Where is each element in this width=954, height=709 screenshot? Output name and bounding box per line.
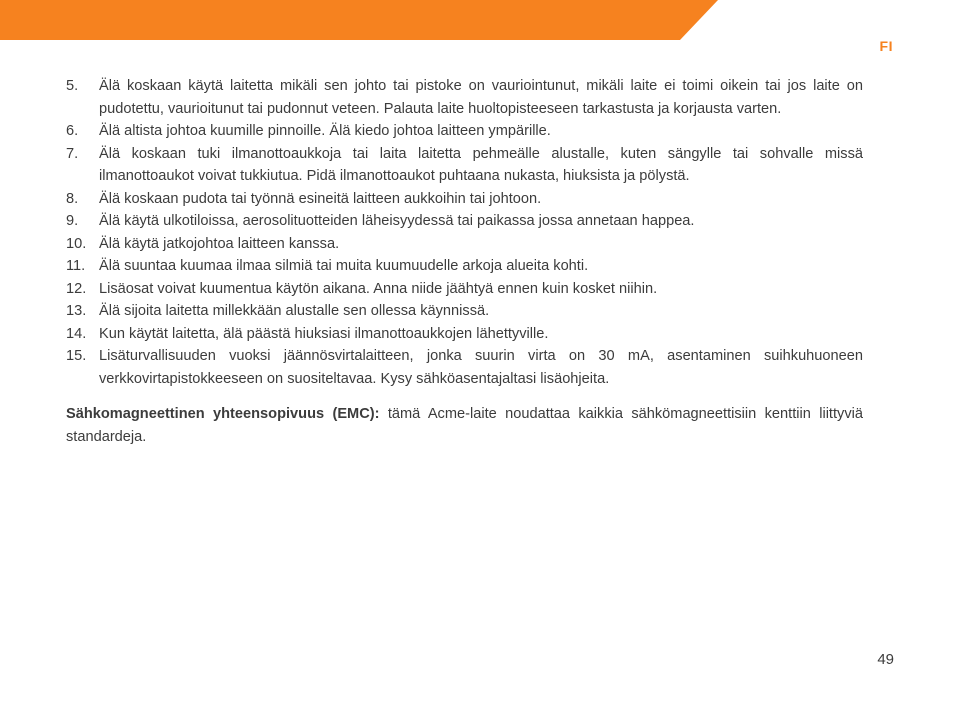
list-item-number: 11. [66, 258, 86, 274]
orange-header-shape [0, 0, 718, 40]
list-item [66, 188, 863, 211]
list-item-text: Lisäosat voivat kuumentua käytön aikana. Anna niide jäähtyä ennen kuin kosket niihin. [99, 280, 658, 297]
list-item-number: 15. [66, 348, 87, 364]
list-item-text: Älä sijoita laitetta millekkään alustalle sen ollessa käynnissä. [99, 303, 490, 319]
safety-rules-list [66, 75, 863, 390]
list-item-text: Älä käytä jatkojohtoa laitteen kanssa. [99, 235, 340, 252]
list-item-number: 8. [66, 190, 79, 207]
emc-paragraph [66, 403, 863, 448]
list-item-number: 14. [66, 325, 87, 342]
list-item [66, 120, 863, 143]
list-item-number: 12. [66, 280, 87, 297]
emc-text: tämä Acme-laite noudattaa kaikkia sähkömagneettisiin kenttiin liittyviä standardeja. [66, 406, 863, 445]
list-item-text: Lisäturvallisuuden vuoksi jäännösvirtalaitteen, jonka suurin virta on 30 mA, asentaminen suihkuhuoneen verkkovirtapistokkeeseen on suositeltavaa. Kysy sähköasentajaltasi lisäohjeita. [99, 348, 863, 387]
language-code: FI [879, 38, 893, 54]
list-item-text: Älä suuntaa kuumaa ilmaa silmiä tai muita kuumuudelle arkoja alueita kohti. [99, 258, 589, 274]
list-item [66, 300, 863, 323]
list-item-number: 13. [66, 303, 87, 319]
list-item [66, 210, 863, 233]
list-item-text: Älä koskaan tuki ilmanottoaukkoja tai laita laitetta pehmeälle alustalle, kuten sängylle tai sohvalle missä ilmanottoaukot voivat tukkiutua. Pidä ilmanottoaukot puhtaana nukasta, hiuksista ja pölystä. [99, 145, 863, 184]
list-item-text: Älä koskaan käytä laitetta mikäli sen johto tai pistoke on vauriointunut, mikäli laite ei toimi oikein tai jos laite on pudotettu, vaurioitunut tai pudonnut veteen. Palauta laite huoltopisteeseen tarkastusta ja korjausta varten. [99, 78, 863, 117]
list-item-text: Kun käytät laitetta, älä päästä hiuksiasi ilmanottoaukkojen lähettyville. [99, 325, 549, 342]
list-item-number: 7. [66, 145, 79, 162]
list-item [66, 255, 863, 278]
orange-header-band [0, 0, 954, 40]
list-item [66, 143, 863, 188]
list-item-number: 9. [66, 213, 79, 229]
list-item [66, 75, 863, 120]
list-item [66, 278, 863, 301]
list-item [66, 233, 863, 256]
list-item-number: 5. [66, 78, 79, 94]
emc-heading: Sähkomagneettinen yhteensopivuus (EMC): [66, 406, 380, 422]
page-number: 49 [877, 651, 894, 668]
list-item-number: 6. [66, 123, 79, 139]
list-item [66, 345, 863, 390]
list-item-text: Älä altista johtoa kuumille pinnoille. Älä kiedo johtoa laitteen ympärille. [99, 123, 551, 139]
list-item [66, 323, 863, 346]
safety-instructions [66, 75, 863, 448]
list-item-number: 10. [66, 235, 87, 252]
list-item-text: Älä koskaan pudota tai työnnä esineitä laitteen aukkoihin tai johtoon. [99, 190, 542, 207]
list-item-text: Älä käytä ulkotiloissa, aerosolituotteiden läheisyydessä tai paikassa jossa annetaan happea. [99, 213, 695, 229]
